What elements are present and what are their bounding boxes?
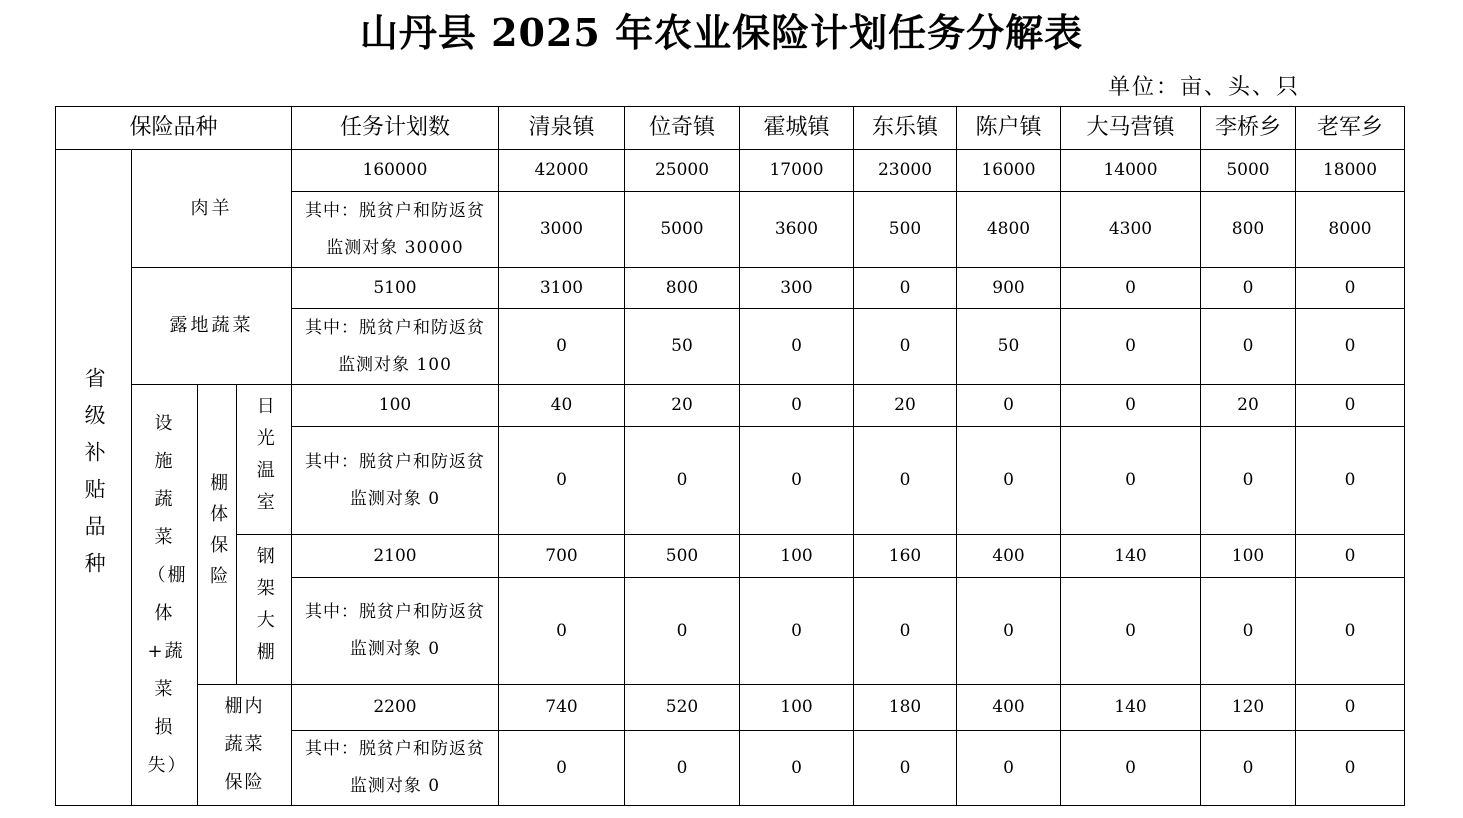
value-cell: 0 [499, 309, 625, 385]
value-cell: 0 [854, 268, 957, 309]
value-cell: 0 [740, 427, 854, 535]
category-facility-veg-label: 设施蔬菜（棚体+蔬菜损失） [147, 413, 188, 776]
plan-total-cell: 160000 [292, 150, 499, 192]
value-cell: 14000 [1061, 150, 1201, 192]
value-cell: 0 [1201, 309, 1296, 385]
value-cell: 0 [1296, 427, 1405, 535]
value-cell: 0 [625, 731, 740, 806]
header-town: 霍城镇 [740, 107, 854, 150]
value-cell: 0 [957, 385, 1061, 427]
value-cell: 5000 [625, 192, 740, 268]
value-cell: 0 [1201, 578, 1296, 685]
value-cell: 0 [854, 309, 957, 385]
value-cell: 160 [854, 535, 957, 578]
plan-poor-note-line2: 监测对象 0 [349, 488, 441, 509]
header-plan-total: 任务计划数 [292, 107, 499, 150]
value-cell: 0 [740, 578, 854, 685]
value-cell: 500 [854, 192, 957, 268]
value-cell: 0 [1061, 268, 1201, 309]
insurance-plan-table [55, 106, 1405, 806]
value-cell: 0 [1061, 578, 1201, 685]
value-cell: 0 [1296, 309, 1405, 385]
table-row [56, 535, 1405, 578]
plan-poor-note-line2: 监测对象 0 [349, 776, 441, 796]
plan-poor-note-line1: 其中：脱贫户和防返贫 [305, 451, 485, 472]
value-cell: 140 [1061, 685, 1201, 731]
value-cell: 0 [740, 731, 854, 806]
value-cell: 40 [499, 385, 625, 427]
plan-poor-note-line1: 其中：脱贫户和防返贫 [305, 317, 485, 338]
value-cell: 0 [1201, 427, 1296, 535]
value-cell: 50 [957, 309, 1061, 385]
plan-poor-note-line1: 其中：脱贫户和防返贫 [305, 602, 485, 622]
value-cell: 0 [1296, 385, 1405, 427]
plan-total-cell: 2100 [292, 535, 499, 578]
header-town: 东乐镇 [854, 107, 957, 150]
value-cell: 20 [1201, 385, 1296, 427]
value-cell: 0 [1061, 385, 1201, 427]
plan-poor-note-line2: 监测对象 30000 [326, 237, 464, 258]
value-cell: 0 [1296, 731, 1405, 806]
category-provincial-label: 省级补贴品种 [82, 366, 107, 589]
value-cell: 400 [957, 535, 1061, 578]
value-cell: 300 [740, 268, 854, 309]
table-row [56, 385, 1405, 427]
value-cell: 0 [740, 385, 854, 427]
value-cell: 0 [740, 309, 854, 385]
value-cell: 0 [499, 731, 625, 806]
plan-poor-note-line1: 其中：脱贫户和防返贫 [305, 200, 485, 221]
value-cell: 23000 [854, 150, 957, 192]
category-provincial [56, 150, 132, 806]
category-in-shed-veg [198, 685, 292, 806]
value-cell: 5000 [1201, 150, 1296, 192]
page-title: 山丹县 2025 年农业保险计划任务分解表 [359, 10, 1084, 55]
plan-total-cell: 2200 [292, 685, 499, 731]
value-cell: 520 [625, 685, 740, 731]
value-cell: 4300 [1061, 192, 1201, 268]
plan-total-cell: 100 [292, 385, 499, 427]
unit-note: 单位：亩、头、只 [1108, 75, 1301, 100]
value-cell: 100 [740, 685, 854, 731]
header-town: 李桥乡 [1201, 107, 1296, 150]
value-cell: 0 [625, 578, 740, 685]
value-cell: 20 [625, 385, 740, 427]
category-mutton-sheep: 肉羊 [132, 150, 292, 268]
category-solar-greenhouse-label: 日光温室 [253, 395, 275, 524]
value-cell: 4800 [957, 192, 1061, 268]
value-cell: 8000 [1296, 192, 1405, 268]
header-town: 位奇镇 [625, 107, 740, 150]
value-cell: 700 [499, 535, 625, 578]
plan-poor-note-line2: 监测对象 0 [349, 639, 441, 659]
value-cell: 0 [854, 578, 957, 685]
plan-poor-note [292, 731, 499, 806]
plan-total-cell: 5100 [292, 268, 499, 309]
plan-poor-note-line1: 其中：脱贫户和防返贫 [305, 739, 485, 759]
header-town: 清泉镇 [499, 107, 625, 150]
plan-poor-note [292, 578, 499, 685]
category-shed-body-label: 棚体保险 [207, 472, 229, 597]
value-cell: 0 [1061, 427, 1201, 535]
value-cell: 900 [957, 268, 1061, 309]
value-cell: 0 [1061, 731, 1201, 806]
value-cell: 400 [957, 685, 1061, 731]
header-town: 陈户镇 [957, 107, 1061, 150]
value-cell: 25000 [625, 150, 740, 192]
header-town: 老军乡 [1296, 107, 1405, 150]
value-cell: 0 [1296, 578, 1405, 685]
value-cell: 0 [957, 427, 1061, 535]
plan-poor-note [292, 309, 499, 385]
plan-poor-note [292, 192, 499, 268]
value-cell: 0 [854, 427, 957, 535]
value-cell: 120 [1201, 685, 1296, 731]
value-cell: 16000 [957, 150, 1061, 192]
value-cell: 17000 [740, 150, 854, 192]
category-steel-shed-label: 钢架大棚 [253, 545, 275, 674]
header-insurance-type: 保险品种 [56, 107, 292, 150]
value-cell: 100 [740, 535, 854, 578]
category-facility-veg [132, 385, 198, 806]
value-cell: 0 [1296, 268, 1405, 309]
category-shed-body [198, 385, 237, 685]
value-cell: 800 [1201, 192, 1296, 268]
table-row [56, 685, 1405, 731]
value-cell: 3000 [499, 192, 625, 268]
value-cell: 42000 [499, 150, 625, 192]
plan-poor-note-line2: 监测对象 100 [338, 354, 452, 375]
value-cell: 18000 [1296, 150, 1405, 192]
category-steel-shed [237, 535, 292, 685]
value-cell: 20 [854, 385, 957, 427]
value-cell: 0 [1201, 268, 1296, 309]
value-cell: 0 [499, 578, 625, 685]
category-open-field-veg: 露地蔬菜 [132, 268, 292, 385]
value-cell: 500 [625, 535, 740, 578]
header-town: 大马营镇 [1061, 107, 1201, 150]
value-cell: 0 [1201, 731, 1296, 806]
value-cell: 0 [1061, 309, 1201, 385]
value-cell: 0 [625, 427, 740, 535]
table-header-row [56, 107, 1405, 150]
category-in-shed-veg-label: 棚内蔬菜保险 [224, 696, 265, 793]
value-cell: 0 [499, 427, 625, 535]
value-cell: 100 [1201, 535, 1296, 578]
value-cell: 740 [499, 685, 625, 731]
value-cell: 3100 [499, 268, 625, 309]
value-cell: 50 [625, 309, 740, 385]
value-cell: 0 [854, 731, 957, 806]
value-cell: 0 [957, 578, 1061, 685]
value-cell: 0 [1296, 535, 1405, 578]
value-cell: 0 [1296, 685, 1405, 731]
value-cell: 180 [854, 685, 957, 731]
value-cell: 800 [625, 268, 740, 309]
category-solar-greenhouse [237, 385, 292, 535]
value-cell: 0 [957, 731, 1061, 806]
value-cell: 140 [1061, 535, 1201, 578]
table-row [56, 268, 1405, 309]
table-row [56, 150, 1405, 192]
value-cell: 3600 [740, 192, 854, 268]
plan-poor-note [292, 427, 499, 535]
